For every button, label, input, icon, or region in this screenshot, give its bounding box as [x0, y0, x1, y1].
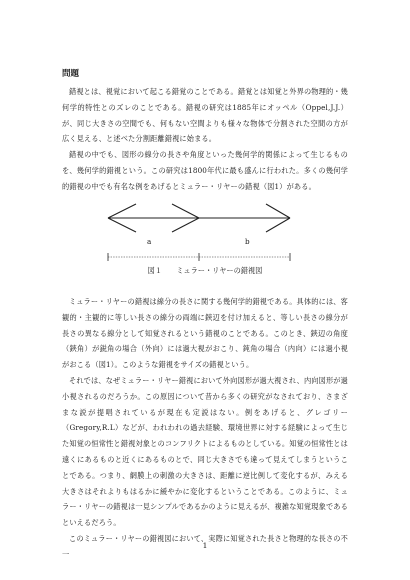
- mid-fin-lower: [172, 218, 199, 232]
- right-fin-upper: [266, 204, 290, 218]
- left-fin-lower: [108, 218, 136, 232]
- paragraph: このミュラー・リヤーの錯視図において、実際に知覚された長さと物理的な長さの不一: [62, 533, 348, 559]
- intro-section: [62, 84, 348, 195]
- page-number: 1: [202, 541, 208, 550]
- paragraph: 錯視とは、視覚において起こる錯覚のことである。錯覚とは知覚と外界の物理的・幾何学的特性とのズレのことである。錯視の研究は1885年にオッペル（Oppel,J.J.）が、同じ大きさの空間でも、何もない空間よりも様々な物体で分割された空間の方が広く見える、と述べた分割距離錯視に始まる。: [62, 87, 348, 144]
- left-fin-upper: [108, 204, 136, 218]
- paragraph: それでは、なぜミュラー・リヤー錯視において外向図形が過大視され、内向図形が過小視されるのだろうか。この原因について昔から多くの研究がなされており、さまざまな説が提唱されているが現在も定説はない。例をあげると、グレゴリー（Gregory,R.L）などが、われわれの過去経験、環境世界に対する経験によって生じた知覚の恒常性と錯視対象とのコンフリクトによるものとしている。知覚の恒常性とは遠くにあるものと近くにあるものとで、同じ大きさでも違って見えてしまうということである。つまり、網膜上の刺激の大きさは、距離に逆比例して変化するが、みえる大きさはそれよりもはるかに緩やかに変化するということである。このように、ミュラー・リヤーの錯視は一見シンプルであるかのように見えるが、複雑な知覚現象であるといえるだろう。: [62, 375, 348, 528]
- segment-label-a: a: [147, 237, 152, 246]
- paragraph: ミュラー・リヤーの錯視は線分の長さに関する幾何学的錯視である。具体的には、客観的・主観的に等しい長さの線分の両端に鋏辺を付け加えると、等しい長さの線分が長さの異なる線分として知覚されるという錯視のことである。このとき、鋏辺の角度（鋏角）が鋭角の場合（外向）には過大視がおこり、鈍角の場合（内向）には過小視がおこる（図1）。このような錯視をサイズの錯視という。: [62, 297, 348, 370]
- body-section: [62, 294, 348, 563]
- mid-fin-upper: [172, 204, 199, 218]
- muller-lyer-diagram: [0, 200, 410, 290]
- right-fin-lower: [266, 218, 290, 232]
- segment-label-b: b: [245, 237, 250, 246]
- figure-caption: 図１ ミュラー・リヤーの錯視図: [147, 266, 263, 275]
- paragraph: 錯視の中でも、図形の線分の長さや角度といった幾何学的関係によって生じるものを、幾何学的錯視という。この研究は1800年代に最も盛んに行われた。多くの幾何学的錯視の中でも有名な例をあげるとミュラー・リヤーの錯視（図1）がある。: [62, 150, 348, 191]
- muller-lyer-figure: [0, 200, 410, 290]
- section-heading: 問題: [62, 69, 80, 79]
